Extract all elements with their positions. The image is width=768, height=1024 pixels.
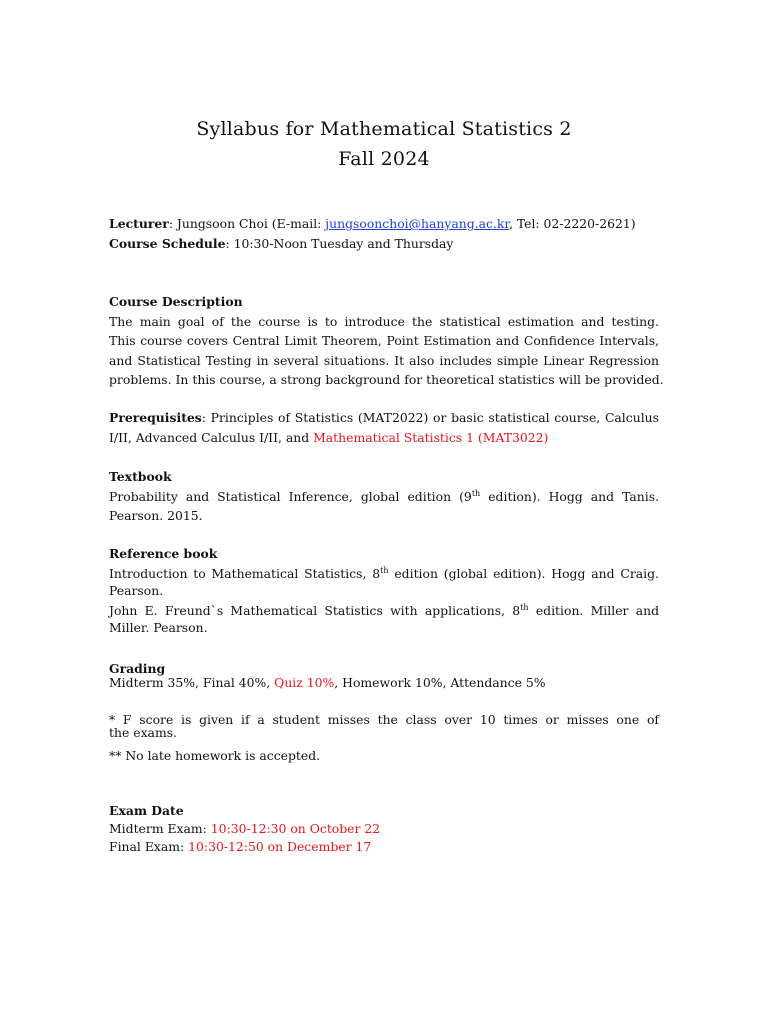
reference-title: Introduction to Mathematical Statistics, 8 — [109, 565, 381, 581]
grading-notes — [109, 713, 659, 762]
reference-title: John E. Freund`s Mathematical Statistics with applications, 8 — [109, 602, 521, 618]
grading-text: Midterm 35%, Final 40%, — [109, 675, 275, 690]
description-line: This course covers Central Limit Theorem, Point Estimation and Confidence Intervals, — [109, 333, 659, 348]
description-line: problems. In this course, a strong background for theoretical statistics will be provided. — [109, 372, 664, 387]
document-title: Syllabus for Mathematical Statistics 2 — [196, 118, 572, 140]
description-heading: Course Description — [109, 294, 243, 309]
grading-note-2: ** No late homework is accepted. — [109, 748, 321, 763]
grading-section — [109, 662, 659, 690]
textbook-heading: Textbook — [109, 469, 172, 484]
reference-item-1-cont: Pearson. — [109, 583, 164, 598]
midterm-date: 10:30-12:30 on October 22 — [210, 821, 381, 836]
grading-note-1-cont: the exams. — [109, 725, 177, 740]
schedule-label: Course Schedule — [109, 235, 226, 251]
midterm-exam-line — [109, 820, 659, 838]
reference-item-1 — [109, 564, 659, 584]
textbook-title: Probability and Statistical Inference, global edition (9 — [109, 488, 472, 504]
lecturer-label: Lecturer — [109, 216, 169, 231]
schedule-text: : 10:30-Noon Tuesday and Thursday — [225, 235, 454, 251]
description-line: The main goal of the course is to introduce the statistical estimation and testing. — [109, 313, 659, 329]
textbook-line-2: Pearson. 2015. — [109, 508, 203, 523]
superscript: th — [520, 602, 529, 612]
grading-breakdown — [109, 676, 659, 690]
grading-text: , Homework 10%, Attendance 5% — [334, 675, 546, 690]
grading-heading: Grading — [109, 661, 166, 676]
lecturer-name: : Jungsoon Choi (E-mail: — [168, 216, 326, 231]
final-exam-line — [109, 838, 659, 856]
contact-block — [109, 214, 659, 253]
description-line: and Statistical Testing in several situations. It also includes simple Linear Regression — [109, 352, 659, 368]
reference-authors: edition (global edition). Hogg and Craig. — [388, 565, 659, 581]
superscript: th — [380, 565, 389, 575]
prerequisites-section — [109, 408, 659, 447]
exam-section — [109, 802, 659, 856]
final-date: 10:30-12:50 on December 17 — [188, 839, 372, 854]
reference-heading: Reference book — [109, 546, 218, 561]
superscript: th — [471, 488, 481, 498]
prerequisites-highlight: Mathematical Statistics 1 (MAT3022) — [313, 429, 549, 445]
lecturer-line — [109, 214, 659, 234]
lecturer-tel: , Tel: 02-2220-2621) — [508, 216, 636, 231]
document-term: Fall 2024 — [338, 148, 430, 170]
lecturer-email-link[interactable]: jungsoonchoi@hanyang.ac.kr — [325, 216, 509, 231]
prerequisites-line-1 — [109, 408, 659, 428]
midterm-label: Midterm Exam: — [109, 821, 211, 836]
schedule-line — [109, 234, 659, 254]
prerequisites-line-2 — [109, 428, 659, 448]
reference-authors: edition. Miller and — [528, 602, 660, 618]
prerequisites-label: Prerequisites — [109, 410, 202, 425]
final-label: Final Exam: — [109, 839, 189, 854]
reference-section — [109, 544, 659, 638]
grading-quiz: Quiz 10% — [274, 675, 335, 690]
prerequisites-text: : Principles of Statistics (MAT2022) or basic statistical course, Calculus — [201, 410, 659, 425]
textbook-authors: edition). Hogg and Tanis. — [480, 488, 660, 504]
exam-heading: Exam Date — [109, 803, 184, 818]
textbook-line-1 — [109, 487, 659, 507]
reference-item-2-cont: Miller. Pearson. — [109, 620, 208, 635]
prerequisites-text-2: I/II, Advanced Calculus I/II, and — [109, 429, 314, 445]
description-section — [109, 292, 664, 390]
grading-note-1: * F score is given if a student misses the class over 10 times or misses one of — [109, 712, 659, 727]
textbook-section — [109, 467, 659, 526]
